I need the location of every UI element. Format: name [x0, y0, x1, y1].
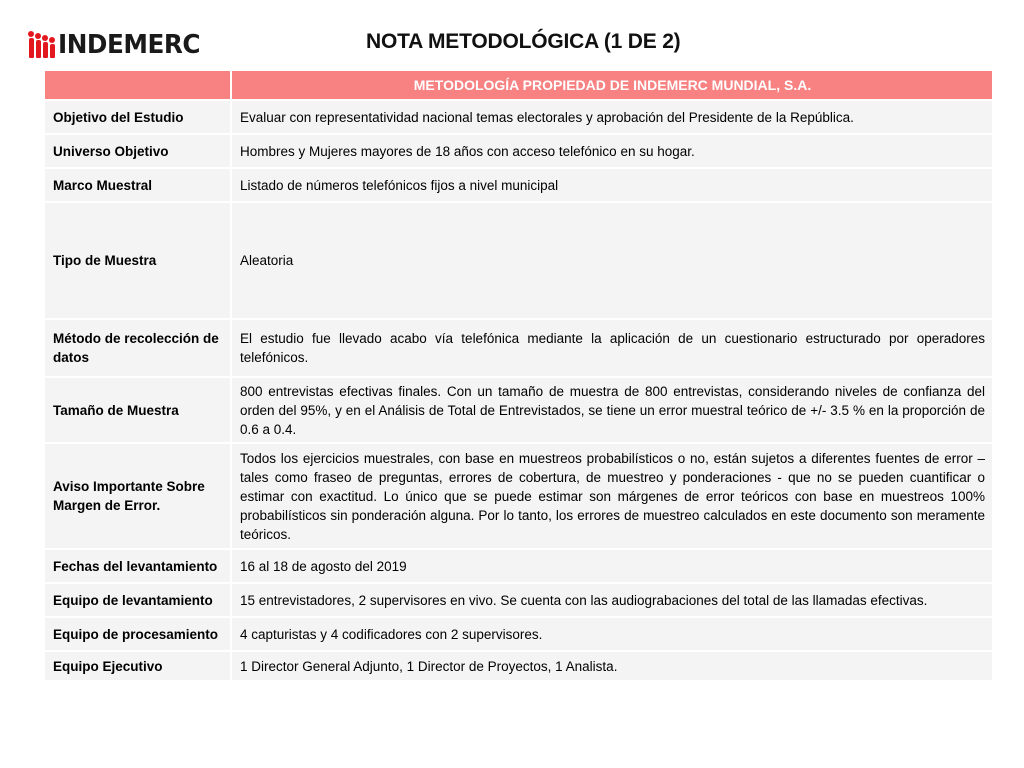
- row-label: Equipo de levantamiento: [45, 584, 230, 616]
- table-row: [45, 135, 992, 167]
- row-value: Evaluar con representatividad nacional temas electorales y aprobación del Presidente de la República.: [240, 109, 854, 125]
- page-title: NOTA METODOLÓGICA (1 DE 2): [366, 30, 681, 53]
- row-label: Tamaño de Muestra: [45, 378, 230, 442]
- row-value-cell: [232, 135, 992, 167]
- row-value: Hombres y Mujeres mayores de 18 años con acceso telefónico en su hogar.: [240, 143, 695, 159]
- table-header-row: [45, 71, 992, 99]
- row-value-cell: [232, 101, 992, 133]
- row-label: Equipo de procesamiento: [45, 618, 230, 650]
- row-value-cell: [232, 652, 992, 680]
- row-value-cell: [232, 203, 992, 318]
- indemerc-logo: [28, 22, 208, 58]
- table-row: [45, 101, 992, 133]
- header-title-cell: [232, 71, 992, 99]
- table-row: [45, 618, 992, 650]
- row-value-cell: [232, 444, 992, 548]
- table-row: [45, 378, 992, 442]
- row-label: Método de recolección de datos: [45, 320, 230, 376]
- table-row: [45, 203, 992, 318]
- row-value-cell: [232, 169, 992, 201]
- row-value: 1 Director General Adjunto, 1 Director de Proyectos, 1 Analista.: [240, 658, 618, 674]
- row-label: Aviso Importante Sobre Margen de Error.: [45, 444, 230, 548]
- table-row: [45, 584, 992, 616]
- row-value: Todos los ejercicios muestrales, con base en muestreos probabilísticos o no, están sujetos a diferentes fuentes de error – tales como fraseo de preguntas, errores de cobertura, de muestreo y ponderaciones - que no se pueden cuantificar o estimar con exactitud. Lo único que se puede estimar son márgenes de error teóricos con base en muestreos 100% probabilísticos sin ponderación alguna. Por lo tanto, los errores de muestreo calculados en este documento son meramente teóricos.: [240, 450, 985, 542]
- methodology-table: [45, 71, 992, 682]
- row-value-cell: [232, 378, 992, 442]
- row-value: 4 capturistas y 4 codificadores con 2 supervisores.: [240, 626, 543, 642]
- row-label: Universo Objetivo: [45, 135, 230, 167]
- row-value-cell: [232, 584, 992, 616]
- row-label: Marco Muestral: [45, 169, 230, 201]
- row-value: El estudio fue llevado acabo vía telefónica mediante la aplicación de un cuestionario estructurado por operadores telefónicos.: [240, 331, 985, 365]
- row-label: Fechas del levantamiento: [45, 550, 230, 582]
- row-label: Objetivo del Estudio: [45, 101, 230, 133]
- header-title: METODOLOGÍA PROPIEDAD DE INDEMERC MUNDIAL, S.A.: [413, 76, 812, 93]
- logo-brand-text: INDEMERC: [58, 30, 201, 60]
- table-row: [45, 320, 992, 376]
- header-label-cell: [45, 71, 230, 99]
- row-value: 800 entrevistas efectivas finales. Con un tamaño de muestra de 800 entrevistas, considerando niveles de confianza del orden del 95%, y en el Análisis de Total de Entrevistados, se tiene un error muestral teórico de +/- 3.5 % en la proporción de 0.6 a 0.4.: [240, 383, 985, 437]
- table-row: [45, 444, 992, 548]
- row-label: Equipo Ejecutivo: [45, 652, 230, 680]
- table-row: [45, 169, 992, 201]
- row-value-cell: [232, 550, 992, 582]
- people-figures-icon: [28, 31, 56, 58]
- row-label: Tipo de Muestra: [45, 203, 230, 318]
- row-value: Listado de números telefónicos fijos a nivel municipal: [240, 177, 559, 193]
- row-value: 15 entrevistadores, 2 supervisores en vivo. Se cuenta con las audiograbaciones del total de las llamadas efectivas.: [240, 592, 928, 608]
- row-value: Aleatoria: [240, 253, 294, 268]
- row-value-cell: [232, 320, 992, 376]
- row-value: 16 al 18 de agosto del 2019: [240, 558, 407, 574]
- row-value-cell: [232, 618, 992, 650]
- table-row: [45, 652, 992, 680]
- table-row: [45, 550, 992, 582]
